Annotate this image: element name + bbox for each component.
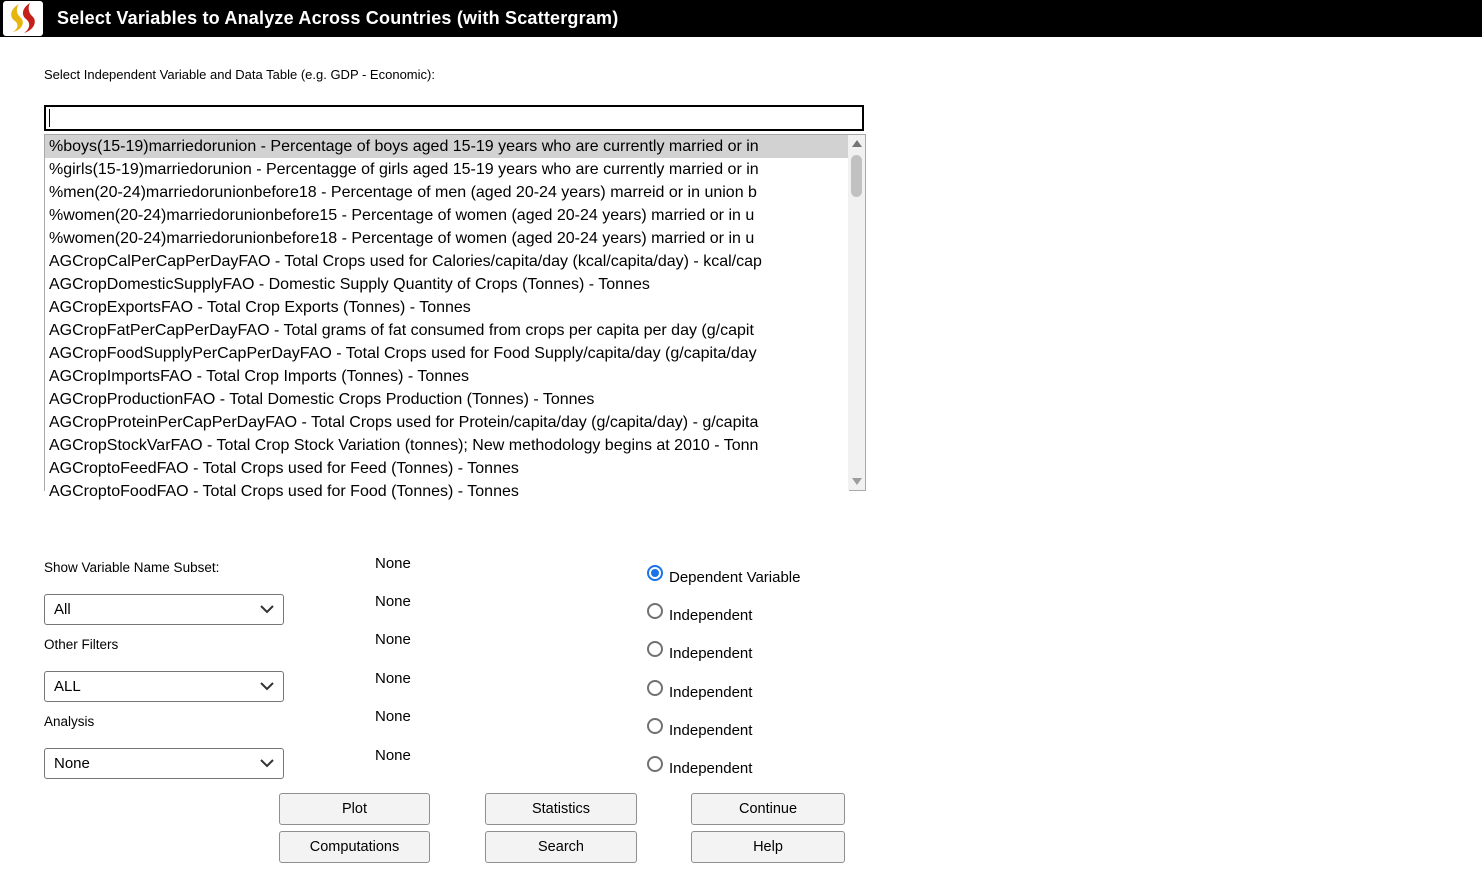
independent-radio[interactable] — [647, 756, 663, 772]
radio-label: Independent — [669, 684, 753, 701]
slot-role-row — [647, 756, 752, 777]
page-title: Select Variables to Analyze Across Countries (with Scattergram) — [57, 8, 619, 28]
list-item[interactable]: %girls(15-19)marriedorunion - Percentagge of girls aged 15-19 years who are currently married or in — [45, 158, 849, 181]
radio-label: Independent — [669, 645, 753, 662]
subset-label: Show Variable Name Subset: — [44, 560, 220, 575]
list-item[interactable]: AGCropDomesticSupplyFAO - Domestic Supply Quantity of Crops (Tonnes) - Tonnes — [45, 273, 849, 296]
radio-label: Independent — [669, 607, 753, 624]
variable-search-input[interactable] — [44, 105, 864, 131]
radio-label: Dependent Variable — [669, 569, 801, 586]
scrollbar-thumb[interactable] — [851, 155, 862, 197]
radio-label: Independent — [669, 760, 753, 777]
slot-role-row — [647, 641, 752, 662]
analysis-select[interactable] — [44, 748, 284, 779]
list-item[interactable]: %women(20-24)marriedorunionbefore15 - Percentage of women (aged 20-24 years) married or in u — [45, 204, 849, 227]
list-item[interactable]: AGCropCalPerCapPerDayFAO - Total Crops used for Calories/capita/day (kcal/capita/day) - kcal/cap — [45, 250, 849, 273]
slot-value: None — [375, 593, 411, 610]
list-item[interactable]: AGCropImportsFAO - Total Crop Imports (Tonnes) - Tonnes — [45, 365, 849, 388]
independent-radio[interactable] — [647, 641, 663, 657]
list-item[interactable]: AGCropFoodSupplyPerCapPerDayFAO - Total Crops used for Food Supply/capita/day (g/capita/day — [45, 342, 849, 365]
subset-select[interactable] — [44, 594, 284, 625]
slot-role-row — [647, 603, 752, 624]
other-filters-select[interactable] — [44, 671, 284, 702]
analysis-label: Analysis — [44, 714, 95, 729]
chevron-down-icon — [260, 604, 274, 614]
text-caret — [49, 109, 50, 127]
slot-value: None — [375, 670, 411, 687]
list-item[interactable]: %women(20-24)marriedorunionbefore18 - Percentage of women (aged 20-24 years) married or in u — [45, 227, 849, 250]
variable-list-items — [45, 135, 849, 500]
independent-radio[interactable] — [647, 680, 663, 696]
plot-button[interactable]: Plot — [279, 793, 430, 825]
slot-role-row — [647, 565, 800, 586]
search-button[interactable]: Search — [485, 831, 637, 863]
other-filters-select-value: ALL — [54, 678, 81, 695]
list-item[interactable]: %men(20-24)marriedorunionbefore18 - Percentage of men (aged 20-24 years) marreid or in union b — [45, 181, 849, 204]
double-flame-icon — [3, 1, 43, 36]
dependent-variable-radio[interactable] — [647, 565, 663, 581]
radio-label: Independent — [669, 722, 753, 739]
scroll-down-icon[interactable] — [848, 473, 865, 490]
computations-button[interactable]: Computations — [279, 831, 430, 863]
variable-listbox — [44, 134, 866, 500]
list-item[interactable]: %boys(15-19)marriedorunion - Percentage of boys aged 15-19 years who are currently married or in — [45, 135, 849, 158]
independent-radio[interactable] — [647, 718, 663, 734]
select-variable-label: Select Independent Variable and Data Table (e.g. GDP - Economic): — [44, 67, 435, 82]
header-bar — [0, 0, 1482, 37]
independent-radio[interactable] — [647, 603, 663, 619]
list-item[interactable]: AGCropStockVarFAO - Total Crop Stock Variation (tonnes); New methodology begins at 2010 - Tonn — [45, 434, 849, 457]
slot-value: None — [375, 555, 411, 572]
chevron-down-icon — [260, 681, 274, 691]
help-button[interactable]: Help — [691, 831, 845, 863]
slot-value: None — [375, 708, 411, 725]
continue-button[interactable]: Continue — [691, 793, 845, 825]
subset-select-value: All — [54, 601, 71, 618]
app-logo — [3, 1, 43, 36]
scroll-up-icon[interactable] — [848, 135, 865, 152]
slot-role-row — [647, 680, 752, 701]
slot-value: None — [375, 631, 411, 648]
list-item[interactable]: AGCropProductionFAO - Total Domestic Crops Production (Tonnes) - Tonnes — [45, 388, 849, 411]
chevron-down-icon — [260, 758, 274, 768]
list-item[interactable]: AGCropProteinPerCapPerDayFAO - Total Crops used for Protein/capita/day (g/capita/day) - g/capita — [45, 411, 849, 434]
list-item[interactable]: AGCroptoFoodFAO - Total Crops used for Food (Tonnes) - Tonnes — [45, 480, 849, 503]
list-scrollbar[interactable] — [848, 135, 865, 490]
statistics-button[interactable]: Statistics — [485, 793, 637, 825]
list-item[interactable]: AGCroptoFeedFAO - Total Crops used for Feed (Tonnes) - Tonnes — [45, 457, 849, 480]
list-item[interactable]: AGCropExportsFAO - Total Crop Exports (Tonnes) - Tonnes — [45, 296, 849, 319]
slot-value: None — [375, 747, 411, 764]
other-filters-label: Other Filters — [44, 637, 119, 652]
analysis-select-value: None — [54, 755, 90, 772]
list-item[interactable]: AGCropFatPerCapPerDayFAO - Total grams of fat consumed from crops per capita per day (g/capit — [45, 319, 849, 342]
slot-role-row — [647, 718, 752, 739]
